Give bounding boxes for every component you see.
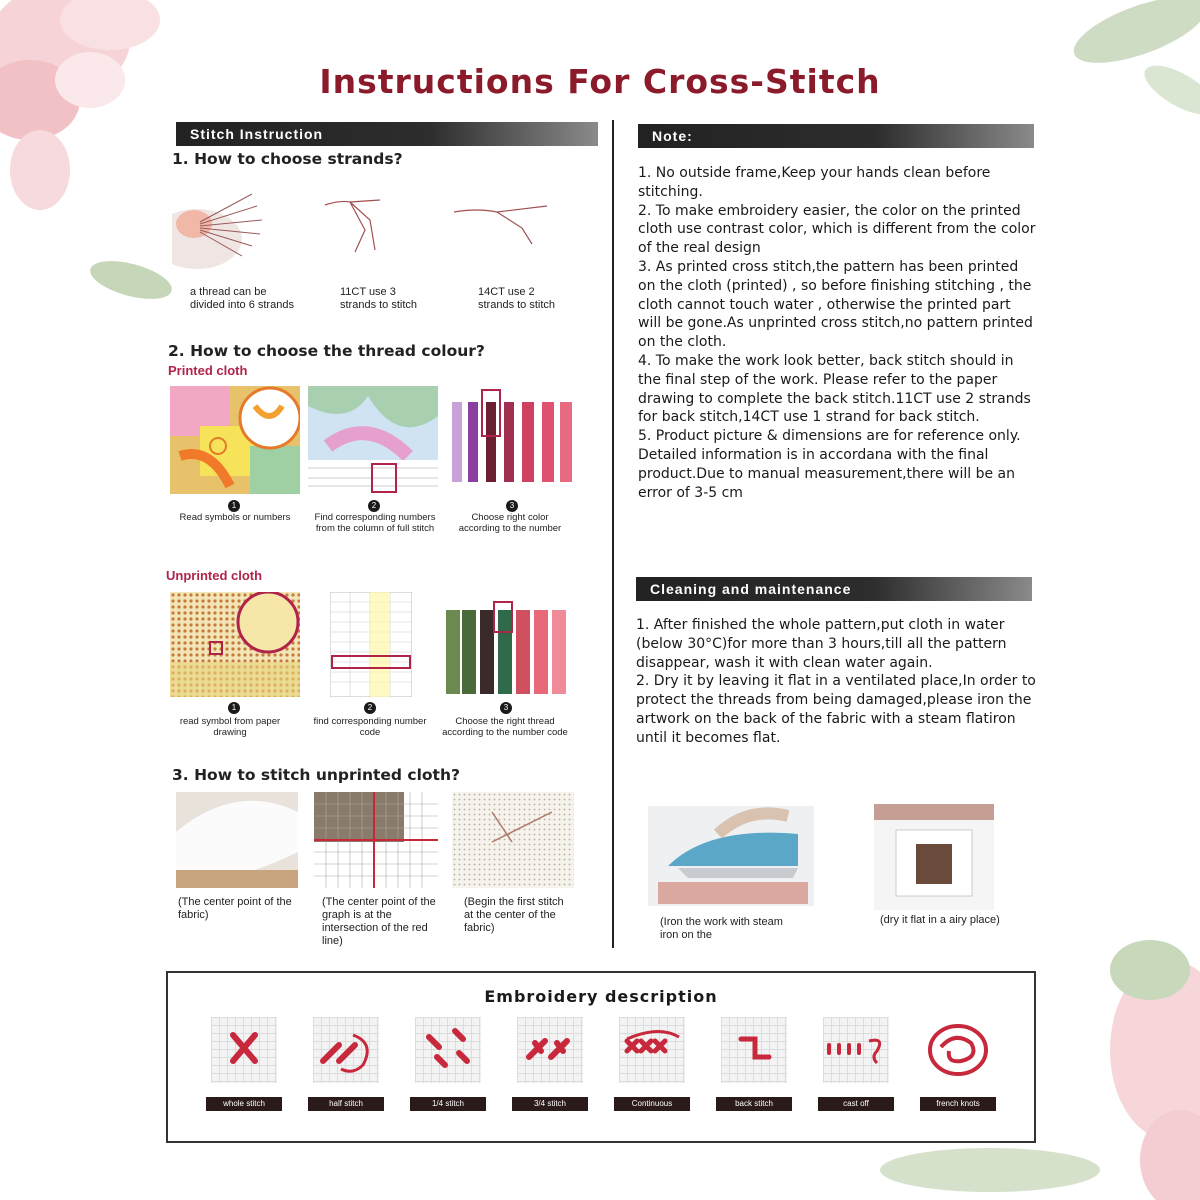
dry-caption: (dry it flat in a airy place) — [880, 914, 1000, 926]
french-knot-icon — [925, 1017, 991, 1083]
stitch-label: whole stitch — [206, 1097, 282, 1111]
note-item: 2. To make embroidery easier, the color on the printed cloth use contrast color, which is different from the color of the real design — [638, 202, 1036, 257]
thread-skeins-image — [446, 386, 576, 494]
iron-caption: (Iron the work with steam iron on the — [660, 916, 783, 941]
quarter-stitch-sample — [410, 1017, 488, 1107]
back-stitch-sample — [716, 1017, 794, 1107]
steam-iron-image — [648, 806, 814, 906]
strands-question: 1. How to choose strands? — [172, 150, 403, 168]
continuous-stitch-icon — [619, 1017, 685, 1083]
cast-off-icon — [823, 1017, 889, 1083]
continuous-stitch-sample — [614, 1017, 692, 1107]
note-item: 3. As printed cross stitch,the pattern has been printed on the cloth (printed) , so before finishing stitching , the cloth cannot touch water , otherwise the printed part will be gone.As unprinted cross stitch,no pattern printed on the cloth. — [638, 258, 1033, 351]
step-2-icon: 2 — [368, 500, 380, 512]
stitch-label: 3/4 stitch — [512, 1097, 588, 1111]
fabric-fold-image — [176, 792, 298, 888]
printed-caption-2: Find corresponding numbers from the column of full stitch — [314, 512, 436, 534]
three-quarter-stitch-sample — [512, 1017, 590, 1107]
leaf-decoration-left — [86, 250, 176, 310]
printed-caption-1: Read symbols or numbers — [179, 512, 291, 523]
unprinted-caption-3: Choose the right thread according to the number code — [442, 716, 568, 738]
graph-center-image — [314, 792, 438, 888]
printed-cloth-image — [170, 386, 300, 494]
first-stitch-fabric-image — [452, 792, 574, 888]
stitch-label: Continuous — [614, 1097, 690, 1111]
flower-decoration-right — [1090, 900, 1200, 1200]
unprinted-stitch-question: 3. How to stitch unprinted cloth? — [172, 766, 460, 784]
quarter-stitch-icon — [415, 1017, 481, 1083]
step-3-icon: 3 — [506, 500, 518, 512]
stitch-label: french knots — [920, 1097, 996, 1111]
unprinted-cloth-label: Unprinted cloth — [166, 568, 263, 583]
step-2-icon: 2 — [364, 702, 376, 714]
unprinted-caption-2: find corresponding number code — [313, 716, 427, 738]
unprinted-thread-skeins-image — [442, 592, 572, 697]
printed-symbol-chart-image — [308, 386, 438, 494]
note-item: 4. To make the work look better, back stitch should in the final step of the work. Please refer to the paper drawing to complete the back stitch.11CT use 2 strands for back stitch,14CT use 1 strand for back stitch. — [638, 352, 1031, 426]
two-strand-thread-image — [452, 198, 552, 248]
cleaning-header: Cleaning and maintenance — [636, 577, 1032, 601]
flower-decoration-top-left — [0, 0, 190, 260]
unprinted-stitch-caption-1: (The center point of the fabric) — [178, 896, 292, 921]
thread-hand-image — [172, 184, 287, 274]
cleaning-list — [636, 616, 1036, 748]
embroidery-title: Embroidery description — [484, 987, 718, 1006]
half-stitch-sample — [308, 1017, 386, 1107]
whole-stitch-icon — [211, 1017, 277, 1083]
printed-cloth-label: Printed cloth — [168, 363, 248, 378]
whole-stitch-sample — [206, 1017, 284, 1107]
step-3-icon: 3 — [500, 702, 512, 714]
note-item: 1. No outside frame,Keep your hands clean before stitching. — [638, 165, 991, 200]
strands-caption-1: a thread can be divided into 6 strands — [190, 286, 294, 311]
cast-off-sample — [818, 1017, 896, 1107]
step-1-icon: 1 — [228, 500, 240, 512]
strands-caption-3: 14CT use 2 strands to stitch — [478, 286, 556, 311]
step-1-icon: 1 — [228, 702, 240, 714]
stitch-label: back stitch — [716, 1097, 792, 1111]
unprinted-chart-image — [170, 592, 300, 697]
printed-caption-3: Choose right color according to the number — [458, 512, 562, 534]
stitch-instruction-header: Stitch Instruction — [176, 122, 598, 146]
cleaning-item: 2. Dry it by leaving it flat in a ventilated place,In order to protect the threads from being damaged,please iron the artwork on the back of the fabric with a steam flatiron until it becomes flat. — [636, 673, 1036, 746]
number-code-table-image — [330, 592, 412, 697]
framed-artwork-image — [874, 804, 994, 910]
column-divider — [612, 120, 614, 948]
thread-colour-question: 2. How to choose the thread colour? — [168, 342, 485, 360]
note-list — [638, 164, 1038, 502]
leaf-decoration-bottom — [880, 1140, 1100, 1200]
embroidery-description-box — [166, 971, 1036, 1143]
back-stitch-icon — [721, 1017, 787, 1083]
unprinted-caption-1: read symbol from paper drawing — [179, 716, 281, 738]
french-knots-sample — [920, 1017, 998, 1107]
note-item: 5. Product picture & dimensions are for reference only. Detailed information is in accordana with the final product.Due to manual measurement,there will be an error of 3-5 cm — [638, 428, 1021, 501]
unprinted-stitch-caption-2: (The center point of the graph is at the intersection of the red line) — [322, 896, 436, 947]
three-quarter-stitch-icon — [517, 1017, 583, 1083]
stitch-label: half stitch — [308, 1097, 384, 1111]
cleaning-item: 1. After finished the whole pattern,put cloth in water (below 30°C)for more than 3 hours,till all the pattern disappear, wash it with clean water again. — [636, 617, 1007, 671]
unprinted-stitch-caption-3: (Begin the first stitch at the center of the fabric) — [464, 896, 564, 934]
strands-caption-2: 11CT use 3 strands to stitch — [340, 286, 418, 311]
half-stitch-icon — [313, 1017, 379, 1083]
stitch-label: 1/4 stitch — [410, 1097, 486, 1111]
stitch-label: cast off — [818, 1097, 894, 1111]
note-header: Note: — [638, 124, 1034, 148]
three-strand-thread-image — [320, 190, 410, 260]
page-title: Instructions For Cross-Stitch — [319, 62, 881, 101]
